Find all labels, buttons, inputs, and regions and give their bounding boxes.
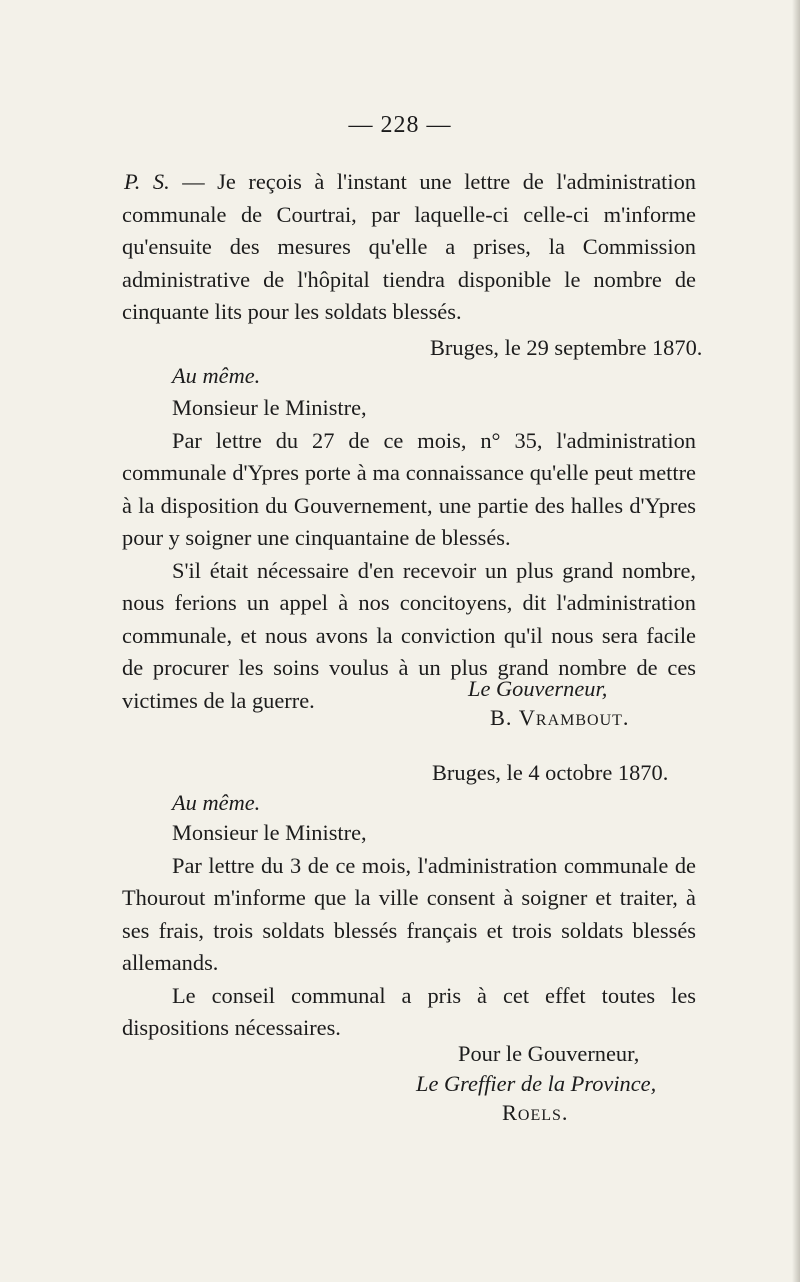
letter2-paragraph-2: Le conseil communal a pris à cet effet toutes les dispositions nécessaires. <box>122 982 696 1040</box>
letter1-paragraph-1: Par lettre du 27 de ce mois, n° 35, l'administration communale d'Ypres porte à ma connaissance qu'elle peut mettre à la disposition du Gouvernement, une partie des halles d'Ypres pour y soigner une cinquantaine de blessés. <box>122 427 696 550</box>
ps-label: P. S. <box>124 169 170 194</box>
letter2-salutation: Monsieur le Ministre, <box>172 820 367 845</box>
ps-paragraph <box>122 166 696 329</box>
letter2-body <box>122 817 696 1045</box>
letter2-paragraph-1: Par lettre du 3 de ce mois, l'administration communale de Thourout m'informe que la ville consent à soigner et traiter, à ses frais, trois soldats blessés français et trois soldats blessés allemands. <box>122 852 696 975</box>
letter2-addressee: Au même. <box>172 790 261 815</box>
letter1-body <box>122 392 696 717</box>
letter1-date: Bruges, le 29 septembre 1870. <box>430 335 703 360</box>
letter1-paragraph-2: S'il était nécessaire d'en recevoir un plus grand nombre, nous ferions un appel à nos concitoyens, dit l'administration communale, et nous avons la conviction qu'il nous sera facile de procurer les soins voulus à un plus grand nombre de ces victimes de la guerre. <box>122 557 696 713</box>
letter1-salutation: Monsieur le Ministre, <box>172 395 367 420</box>
letter2-signature-line1: Pour le Gouverneur, <box>458 1041 640 1066</box>
letter2-date: Bruges, le 4 octobre 1870. <box>432 760 669 785</box>
page-edge-shadow <box>792 0 800 1282</box>
ps-text: — Je reçois à l'instant une lettre de l'administration communale de Courtrai, par laquelle-ci celle-ci m'informe qu'ensuite des mesures qu'elle a prises, la Commission administrative de l'hôpital tiendra disponible le nombre de cinquante lits pour les soldats blessés. <box>122 169 696 324</box>
letter2-signature-line2: Le Greffier de la Province, <box>416 1071 657 1096</box>
letter1-signature-name: B. Vrambout. <box>490 705 630 730</box>
letter2-signature-name: Roels. <box>502 1100 569 1125</box>
letter1-addressee: Au même. <box>172 363 261 388</box>
page-number: — 228 — <box>348 112 452 138</box>
letter1-signature-title: Le Gouverneur, <box>468 676 608 701</box>
